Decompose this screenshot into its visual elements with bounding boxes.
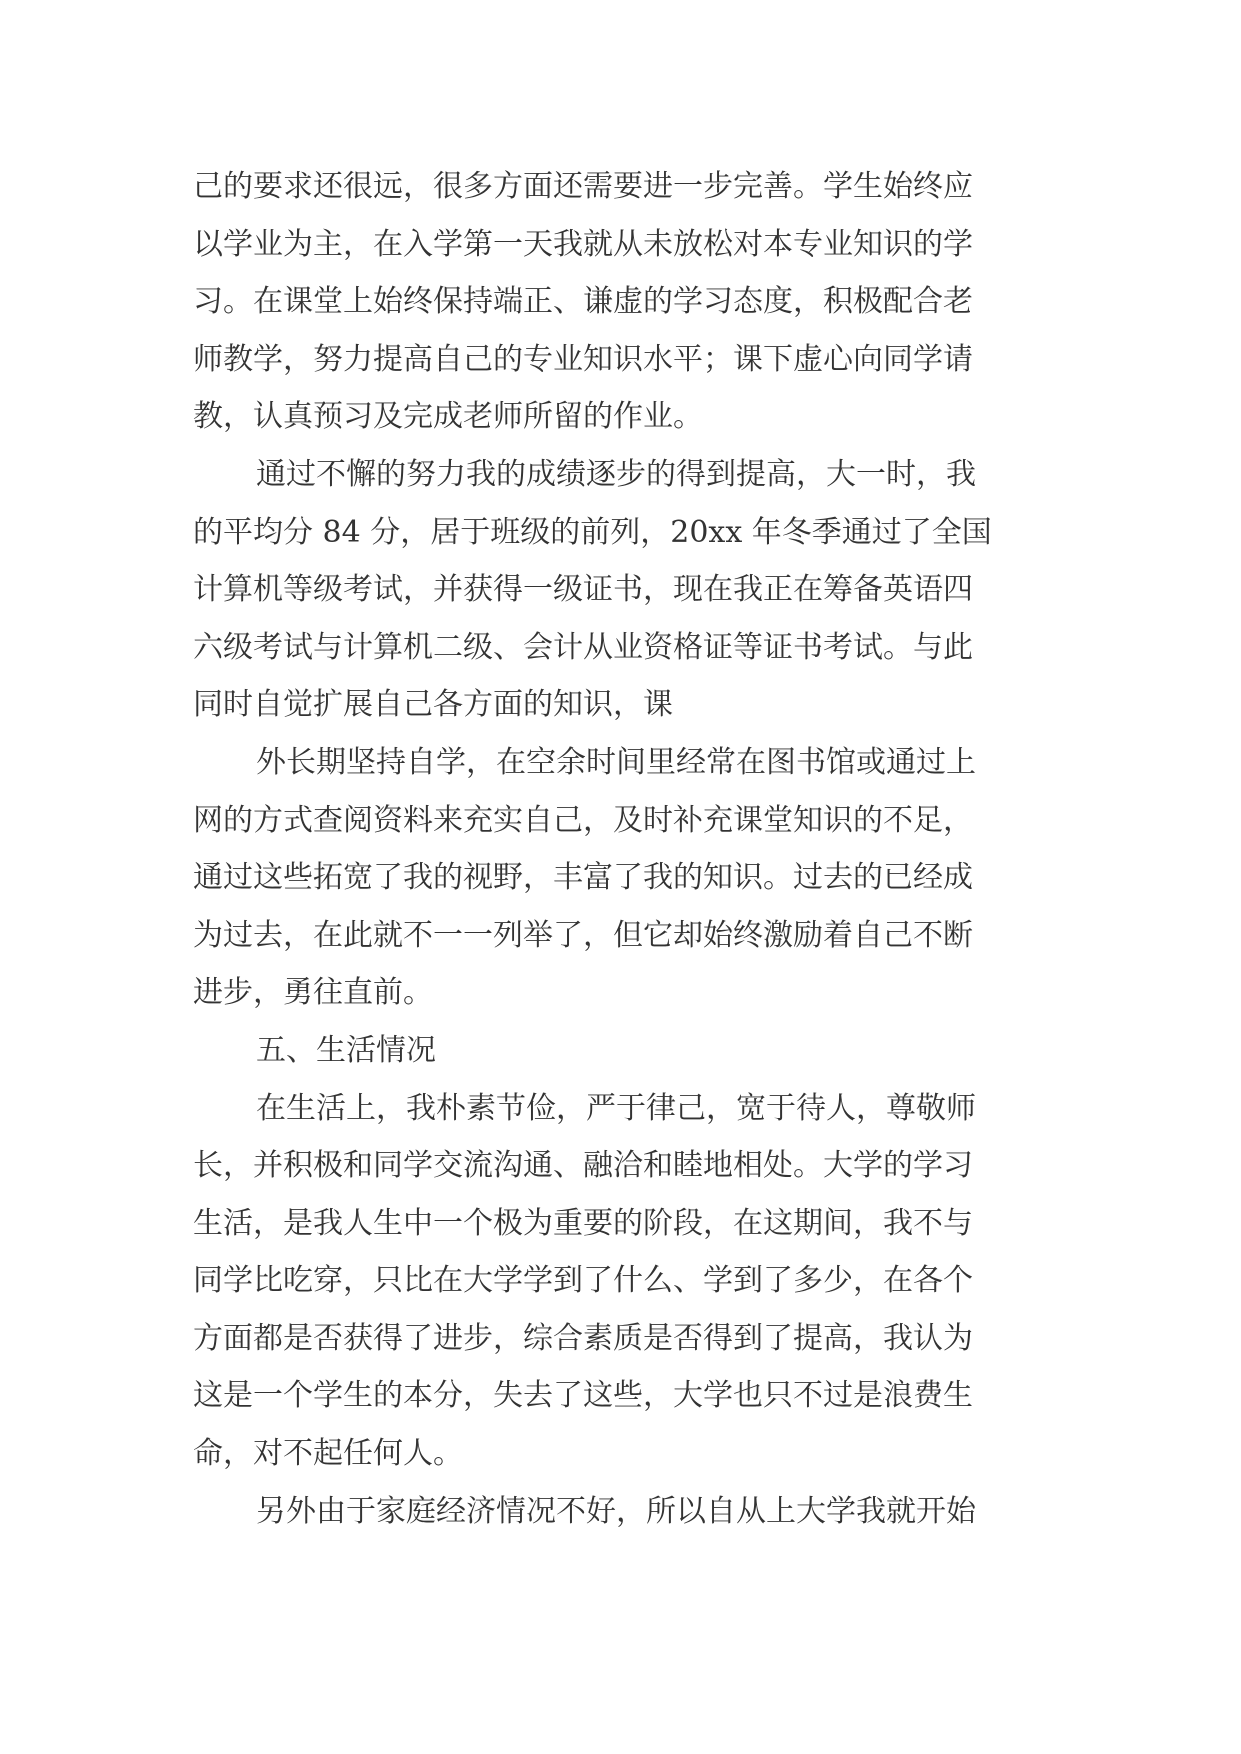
text-line: 这是一个学生的本分，失去了这些，大学也只不过是浪费生 (193, 1378, 973, 1414)
text-line: 以学业为主，在入学第一天我就从未放松对本专业知识的学 (193, 226, 973, 262)
section-heading: 五、生活情况 (256, 1032, 436, 1068)
paragraph-first-line: 通过不懈的努力我的成绩逐步的得到提高，大一时，我 (256, 456, 976, 492)
paragraph-first-line: 另外由于家庭经济情况不好，所以自从上大学我就开始 (256, 1493, 976, 1529)
text-line: 的平均分 84 分，居于班级的前列，20xx 年冬季通过了全国 (193, 514, 992, 550)
text-line: 为过去，在此就不一一列举了，但它却始终激励着自己不断 (193, 917, 973, 953)
text-line: 计算机等级考试，并获得一级证书，现在我正在筹备英语四 (193, 572, 973, 608)
text-line: 同学比吃穿，只比在大学学到了什么、学到了多少，在各个 (193, 1263, 973, 1299)
text-line: 网的方式查阅资料来充实自己，及时补充课堂知识的不足， (193, 802, 973, 838)
text-line: 方面都是否获得了进步，综合素质是否得到了提高，我认为 (193, 1320, 973, 1356)
text-line: 通过这些拓宽了我的视野，丰富了我的知识。过去的已经成 (193, 860, 973, 896)
text-line: 习。在课堂上始终保持端正、谦虚的学习态度，积极配合老 (193, 284, 973, 320)
paragraph-first-line: 外长期坚持自学，在空余时间里经常在图书馆或通过上 (256, 744, 976, 780)
text-line: 命，对不起任何人。 (193, 1436, 463, 1472)
text-line: 同时自觉扩展自己各方面的知识，课 (193, 687, 673, 723)
text-line: 己的要求还很远，很多方面还需要进一步完善。学生始终应 (193, 169, 973, 204)
text-line: 六级考试与计算机二级、会计从业资格证等证书考试。与此 (193, 629, 973, 665)
text-line: 长，并积极和同学交流沟通、融洽和睦地相处。大学的学习 (193, 1148, 973, 1184)
text-line: 教，认真预习及完成老师所留的作业。 (193, 399, 703, 435)
text-line: 师教学，努力提高自己的专业知识水平；课下虚心向同学请 (193, 341, 973, 377)
paragraph-first-line: 在生活上，我朴素节俭，严于律己，宽于待人，尊敬师 (256, 1090, 976, 1126)
document-body (193, 158, 1055, 1540)
text-line: 进步，勇往直前。 (193, 975, 433, 1011)
text-line: 生活，是我人生中一个极为重要的阶段，在这期间，我不与 (193, 1205, 973, 1241)
